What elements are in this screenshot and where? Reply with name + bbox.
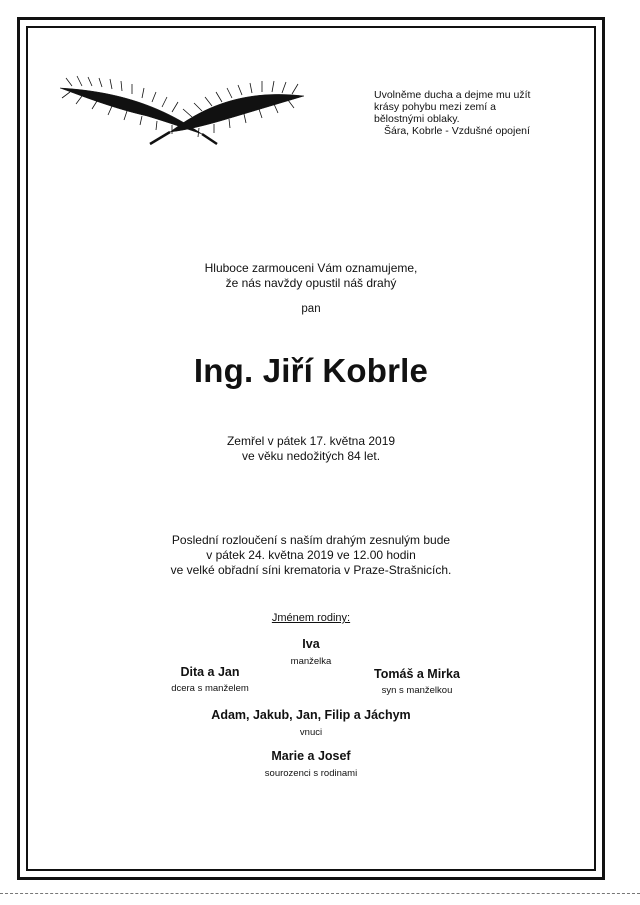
daughter-name: Dita a Jan <box>180 665 240 679</box>
son-name: Tomáš a Mirka <box>374 667 460 681</box>
death-line: Zemřel v pátek 17. května 2019 <box>226 434 396 448</box>
daughter-relation: dcera s manželem <box>171 683 249 694</box>
quote-line: krásy pohybu mezi zemí a <box>374 101 496 113</box>
quote-line: bělostnými oblaky. <box>374 113 460 125</box>
quote-line: Uvolněme ducha a dejme mu užít <box>374 89 531 101</box>
funeral-line: v pátek 24. května 2019 ve 12.00 hodin <box>206 548 416 562</box>
intro-line: že nás navždy opustil náš drahý <box>225 276 397 290</box>
funeral-info <box>26 533 596 578</box>
honorific: pan <box>301 303 321 315</box>
funeral-line: Poslední rozloučení s naším drahým zesnulým bude <box>171 533 451 547</box>
wife-name: Iva <box>302 637 320 651</box>
siblings-relation: sourozenci s rodinami <box>264 768 358 779</box>
siblings-names: Marie a Josef <box>271 749 351 763</box>
intro-line: Hluboce zarmouceni Vám oznamujeme, <box>204 261 418 275</box>
announcement-intro <box>26 261 596 291</box>
deceased-name: Ing. Jiří Kobrle <box>193 352 429 389</box>
funeral-line: ve velké obřadní síni krematoria v Praze-Strašnicích. <box>170 563 452 577</box>
grandchildren-relation: vnuci <box>299 727 323 738</box>
wife-relation: manželka <box>290 656 332 667</box>
grandchildren-names: Adam, Jakub, Jan, Filip a Jáchym <box>211 708 411 722</box>
feather-icon <box>52 74 310 146</box>
son-relation: syn s manželkou <box>381 685 453 696</box>
family-label: Jménem rodiny: <box>271 612 351 624</box>
death-info <box>26 434 596 464</box>
quote-block <box>374 89 594 137</box>
death-line: ve věku nedožitých 84 let. <box>241 449 381 463</box>
quote-attribution: Šára, Kobrle - Vzdušné opojení <box>384 125 530 137</box>
scan-edge-divider <box>0 893 640 900</box>
